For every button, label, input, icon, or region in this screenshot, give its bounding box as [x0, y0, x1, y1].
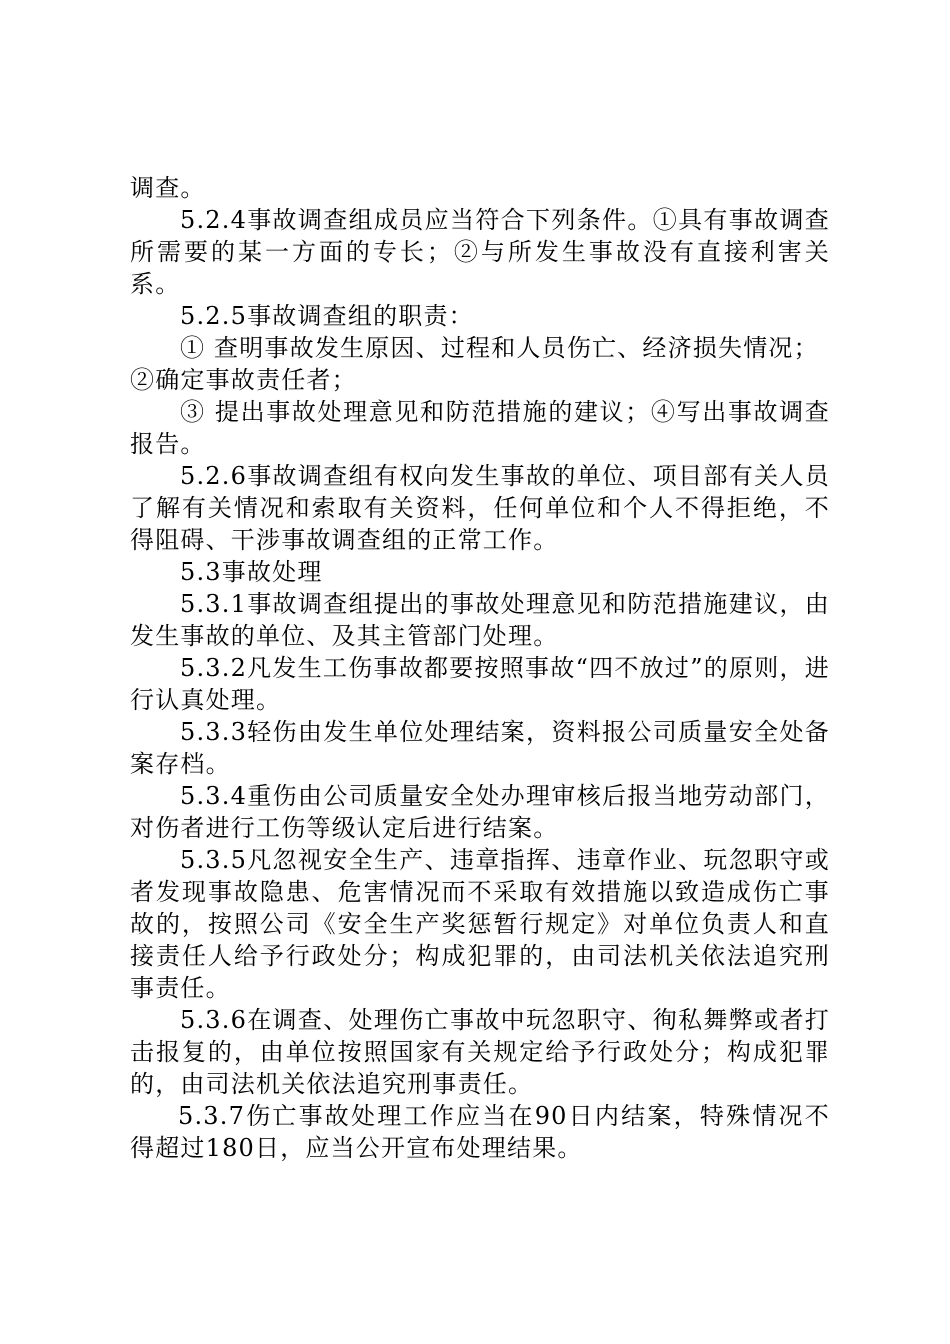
paragraph-continuation: 调查。 [130, 174, 206, 202]
paragraph-5-3-2: 5.3.2凡发生工伤事故都要按照事故“四不放过”的原则，进行认真处理。 [130, 654, 830, 714]
paragraph-5-3-5: 5.3.5凡忽视安全生产、违章指挥、违章作业、玩忽职守或者发现事故隐患、危害情况而不采取有效措施以致造成伤亡事故的，按照公司《安全生产奖惩暂行规定》对单位负责人和直接责任人给予行政处分；构成犯罪的，由司法机关依法追究刑事责任。 [130, 846, 830, 1002]
paragraph-5-2-4: 5.2.4事故调查组成员应当符合下列条件。①具有事故调查所需要的某一方面的专长；②与所发生事故没有直接利害关系。 [130, 206, 830, 298]
paragraph-duty-3-4: ③ 提出事故处理意见和防范措施的建议；④写出事故调查报告。 [130, 398, 830, 458]
paragraph-5-3-7: 5.3.7伤亡事故处理工作应当在90日内结案，特殊情况不得超过180日，应当公开宣布处理结果。 [130, 1102, 830, 1162]
document-body [130, 172, 830, 1164]
paragraph-5-3-4: 5.3.4重伤由公司质量安全处办理审核后报当地劳动部门，对伤者进行工伤等级认定后进行结案。 [130, 782, 830, 842]
paragraph-5-2-6: 5.2.6事故调查组有权向发生事故的单位、项目部有关人员了解有关情况和索取有关资料，任何单位和个人不得拒绝，不得阻碍、干涉事故调查组的正常工作。 [130, 462, 830, 554]
paragraph-5-3-1: 5.3.1事故调查组提出的事故处理意见和防范措施建议，由发生事故的单位、及其主管部门处理。 [130, 590, 830, 650]
paragraph-5-2-5: 5.2.5事故调查组的职责： [180, 302, 474, 330]
paragraph-duty-2: ②确定事故责任者； [130, 366, 357, 394]
paragraph-5-3-6: 5.3.6在调查、处理伤亡事故中玩忽职守、徇私舞弊或者打击报复的，由单位按照国家有关规定给予行政处分；构成犯罪的，由司法机关依法追究刑事责任。 [130, 1006, 830, 1098]
paragraph-duty-1: ① 查明事故发生原因、过程和人员伤亡、经济损失情况； [180, 334, 819, 362]
section-heading-5-3: 5.3事故处理 [180, 558, 323, 586]
paragraph-5-3-3: 5.3.3轻伤由发生单位处理结案，资料报公司质量安全处备案存档。 [130, 718, 830, 778]
